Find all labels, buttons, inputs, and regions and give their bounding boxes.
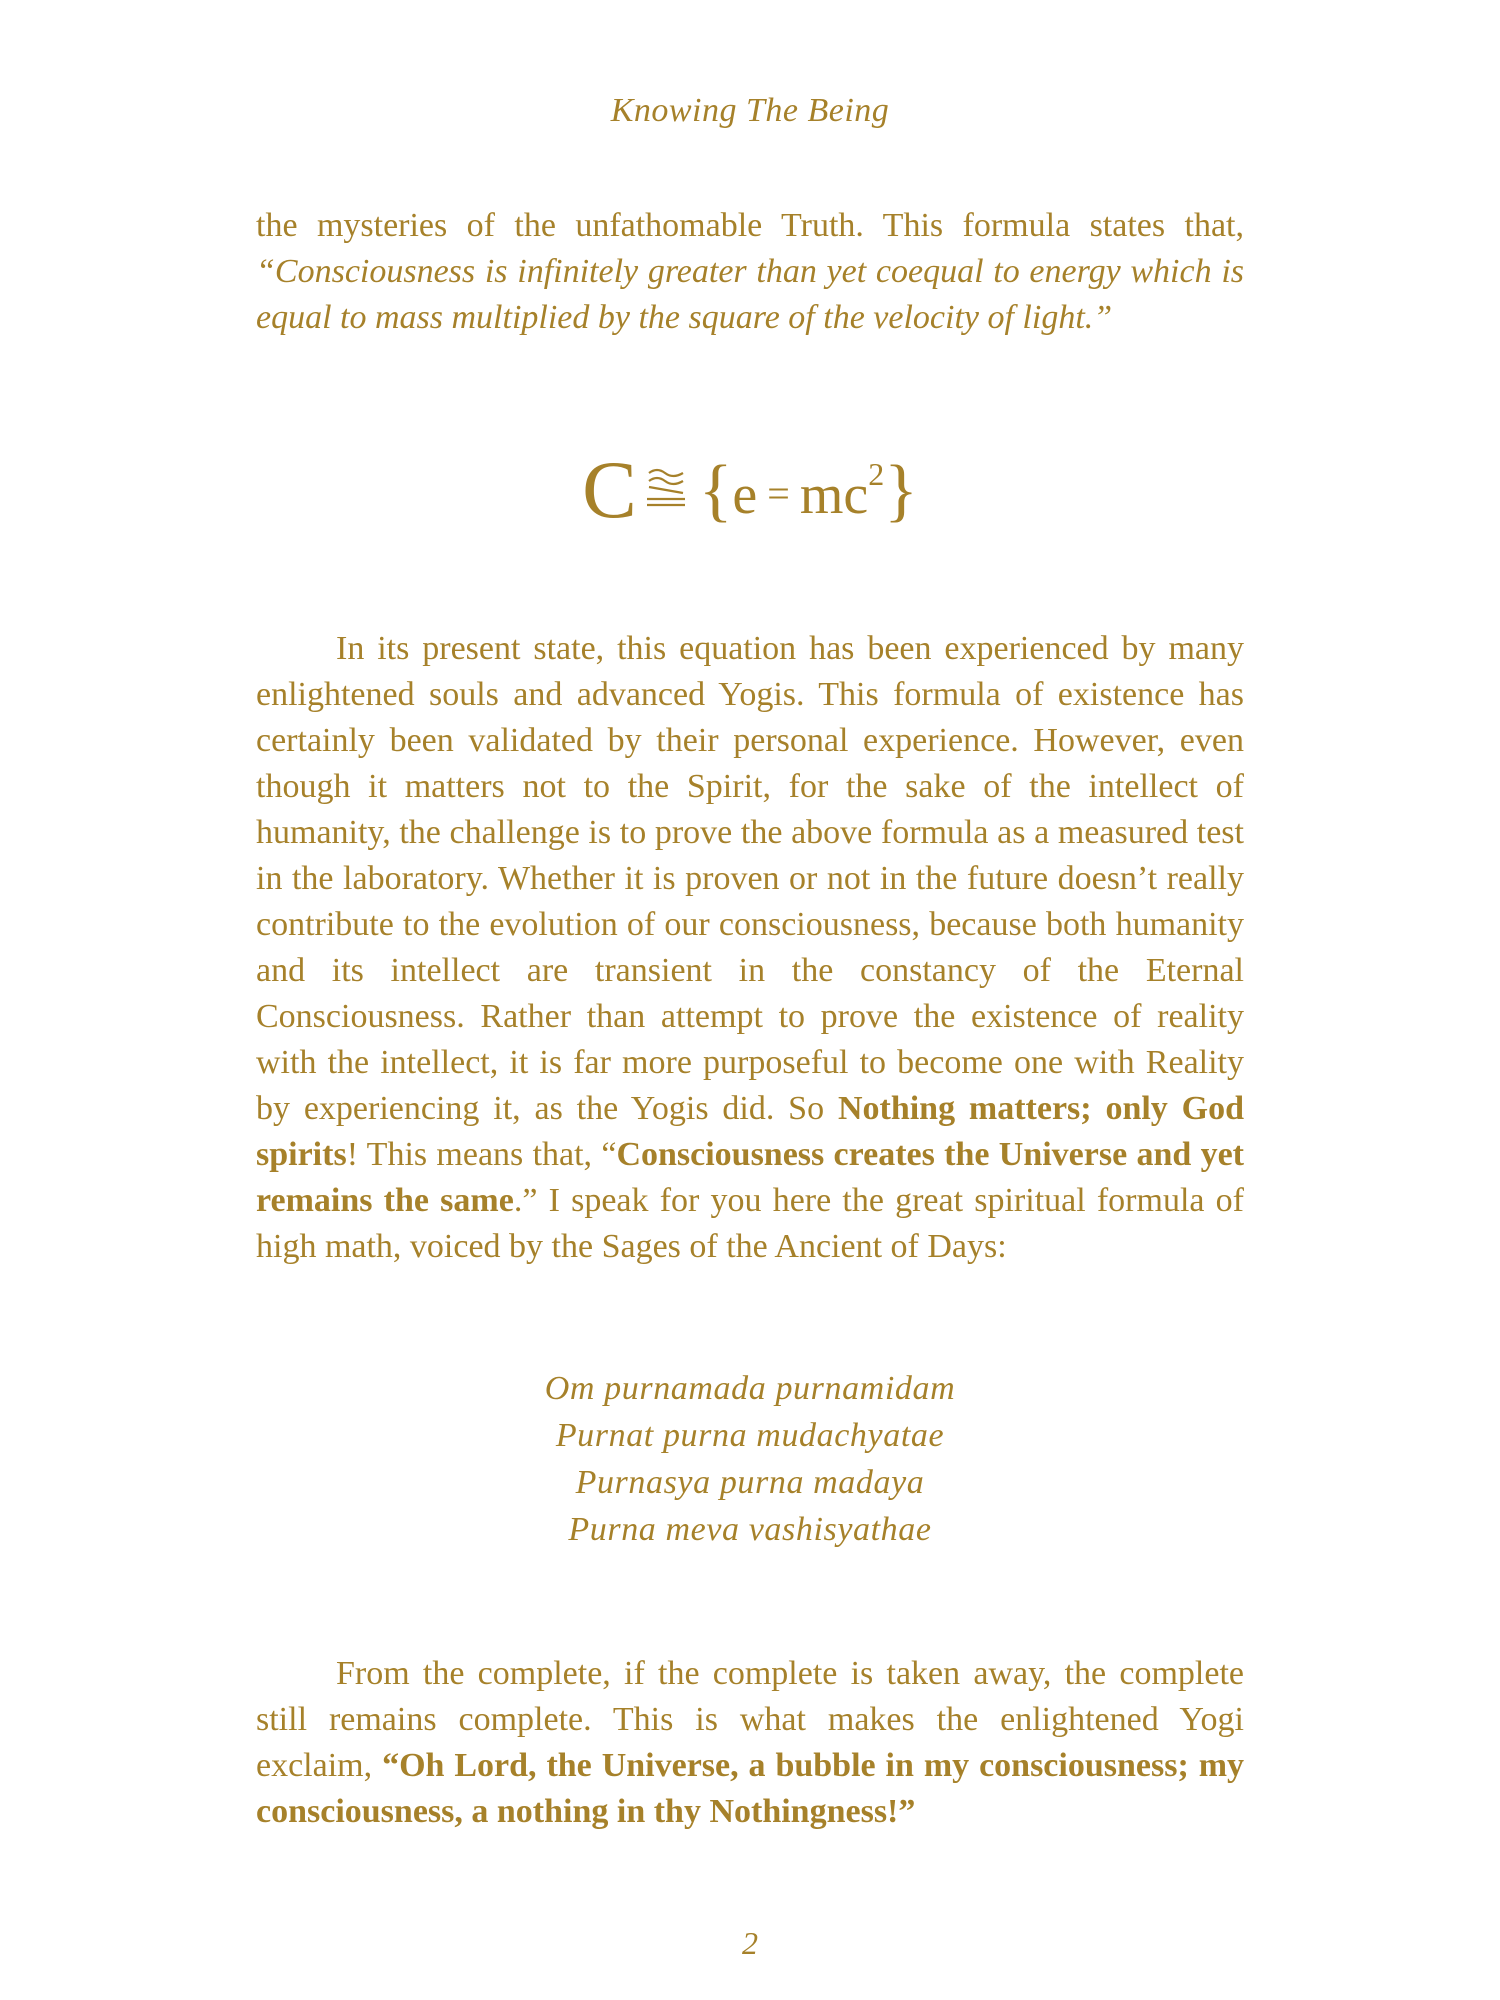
- paragraph2-text2: ! This means that, “: [346, 1136, 617, 1173]
- paragraph2-bold1: Nothing matters; only God spirits: [256, 1090, 1244, 1173]
- formula-quote: “Consciousness is infinitely greater than yet coequal to energy which is equal to mass multiplied by the square of the velocity of light.”: [256, 253, 1244, 336]
- paragraph3-text: From the complete, if the complete is taken away, the complete still remains complete. This is what makes the enlightened Yogi exclaim,: [256, 1655, 1244, 1784]
- greater-coequal-icon: [643, 448, 689, 492]
- running-head: Knowing The Being: [610, 92, 890, 129]
- paragraph-lead: the mysteries of the unfathomable Truth. This formula states that,: [256, 207, 1244, 244]
- paragraph2-text1: In its present state, this equation has been experienced by many enlightened souls and advanced Yogis. This formula of existence has certainly been validated by their personal experience. However, even though it matters not to the Spirit, for the sake of the intellect of humanity, the challenge is to prove the above formula as a measured test in the laboratory. Whether it is proven or not in the future doesn’t really contribute to the evolution of our consciousness, because both humanity and its intellect are transient in the constancy of the Eternal Consciousness. Rather than attempt to prove the existence of reality with the intellect, it is far more purposeful to become one with Reality by experiencing it, as the Yogis did. So: [256, 630, 1244, 1127]
- formula-equals: =: [767, 471, 790, 516]
- verse-line: Purnat purna mudachyatae: [555, 1417, 945, 1454]
- formula: [0, 444, 1500, 535]
- formula-close-brace: }: [884, 452, 918, 529]
- paragraph3-exclamation: “Oh Lord, the Universe, a bubble in my consciousness; my consciousness, a nothing in thy Nothingness!”: [256, 1747, 1245, 1830]
- sanskrit-verse: [0, 1365, 1500, 1553]
- paragraph-formula-intro: [256, 203, 1244, 341]
- paragraph2-bold2: Consciousness creates the Universe and yet remains the same: [256, 1136, 1244, 1219]
- verse-line: Purna meva vashisyathae: [568, 1511, 932, 1548]
- formula-open-brace: {: [698, 452, 733, 529]
- formula-consciousness-symbol: C: [582, 444, 637, 535]
- verse-line: Om purnamada purnamidam: [544, 1370, 956, 1407]
- page-number: 2: [742, 1925, 758, 1961]
- paragraph-equation-experience: [256, 626, 1244, 1270]
- verse-line: Purnasya purna madaya: [575, 1464, 925, 1501]
- formula-mass-light: mc: [799, 464, 869, 526]
- formula-energy: e: [732, 464, 758, 526]
- paragraph2-text3: .” I speak for you here the great spiritual formula of high math, voiced by the Sages of the Ancient of Days:: [256, 1182, 1244, 1265]
- formula-exponent: 2: [868, 456, 885, 492]
- paragraph-complete: [256, 1651, 1244, 1835]
